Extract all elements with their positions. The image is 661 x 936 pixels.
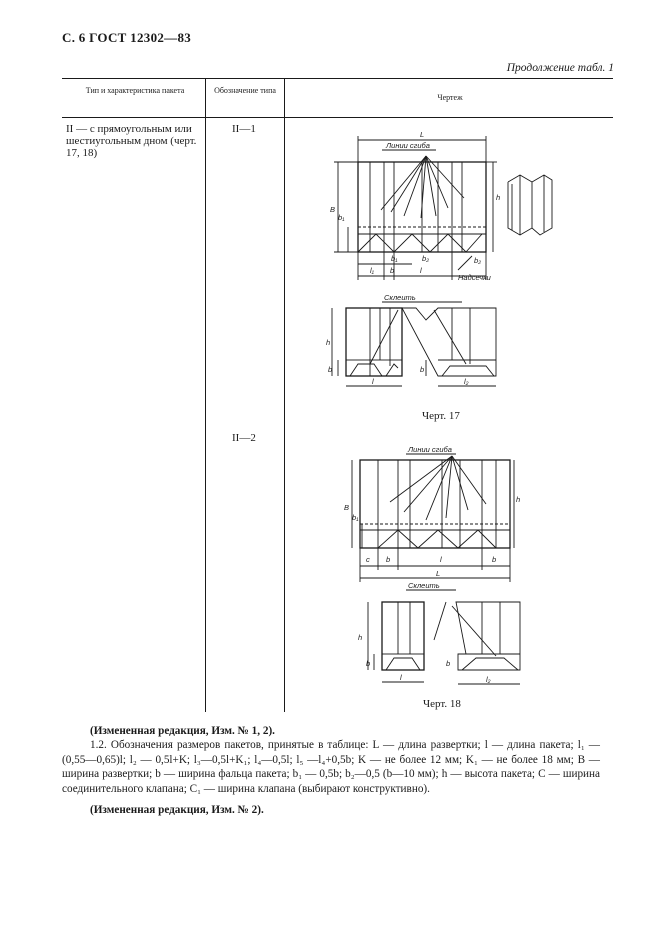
fig18-b-right: b <box>492 555 497 564</box>
fig17-l1: l₁ <box>370 266 375 275</box>
fig18-b-lower-right: b <box>446 659 451 668</box>
fig17-fold-lines: Линии сгиба <box>386 141 430 150</box>
fig17-b1: b₁ <box>338 213 345 222</box>
col-header-designation: Обозначение типа <box>214 86 276 95</box>
fig17-B: B <box>330 205 336 214</box>
fig18-B: B <box>344 503 350 512</box>
fig17-L: L <box>420 130 425 139</box>
paragraph-1-2: 1.2. Обозначения размеров пакетов, принятые в таблице: L — длина развертки; l — длина пакета; l₁ — (0,55—0,65)l; l₂ — 0,5l+K; l₃—0,5l+K₁; l₄—0,5l; l₅ —l₄+0,5b; K — не более 12 мм; K₁ — не более 18 мм; B — ширина развертки; b — ширина фальца пакета; b₁ — 0,5b; b₂—0,5 (b—10 мм); h — высота пакета; C — ширина соединительного клапана; C₁ — ширина клапана (выбирают конструктивно). <box>62 739 600 795</box>
fig17-b2-right: b₂ <box>474 256 482 265</box>
fig18-b-lower: b <box>366 659 371 668</box>
edit-note-2: (Измененная редакция, Изм. № 2). <box>90 804 264 816</box>
fig17-b-lower-right: b <box>420 365 425 374</box>
fig17-b-bottom: b <box>390 266 395 275</box>
continuation-label: Продолжение табл. 1 <box>506 62 614 74</box>
row-description: II — с прямоугольным или шестиугольным дном (черт. 17, 18) <box>66 123 197 159</box>
fig17-glue: Склеить <box>384 293 416 302</box>
table-top-border <box>62 78 613 79</box>
drawing-17 <box>286 120 612 420</box>
table-header-border <box>62 117 613 118</box>
fig18-fold-lines: Линии сгиба <box>408 445 452 454</box>
caption-fig17: Черт. 17 <box>422 410 460 422</box>
fig18-h-lower: h <box>358 633 363 642</box>
fig18-l: l <box>440 555 442 564</box>
fig18-L: L <box>436 569 441 578</box>
fig17-h-lower: h <box>326 338 331 347</box>
fig18-l2: l₂ <box>486 675 491 684</box>
fig18-l-lower: l <box>400 673 402 682</box>
fig17-l2: l₂ <box>464 377 469 386</box>
fig17-l: l <box>420 266 422 275</box>
type-ii-1: II—1 <box>232 123 256 135</box>
fig18-glue: Склеить <box>408 581 440 590</box>
fig17-h: h <box>496 193 501 202</box>
table-col-divider-2 <box>284 78 285 712</box>
caption-fig18: Черт. 18 <box>423 698 461 710</box>
table-col-divider-1 <box>205 78 206 712</box>
fig17-b-lower: b <box>328 365 333 374</box>
drawing-18 <box>286 440 612 690</box>
fig18-b1: b₁ <box>352 513 359 522</box>
col-header-type: Тип и характеристика пакета <box>85 86 185 95</box>
page-header: С. 6 ГОСТ 12302—83 <box>62 30 192 45</box>
fig17-b2: b₂ <box>422 254 430 263</box>
fig18-b: b <box>386 555 391 564</box>
fig17-b1-bottom: b₁ <box>391 254 398 263</box>
fig17-notches: Надсечки <box>458 273 491 282</box>
col-header-drawing: Чертеж <box>437 93 463 102</box>
type-ii-2: II—2 <box>232 432 256 444</box>
edit-note-1: (Измененная редакция, Изм. № 1, 2). <box>90 725 275 737</box>
fig18-h: h <box>516 495 521 504</box>
fig17-l-lower: l <box>372 377 374 386</box>
fig18-c: c <box>366 555 370 564</box>
